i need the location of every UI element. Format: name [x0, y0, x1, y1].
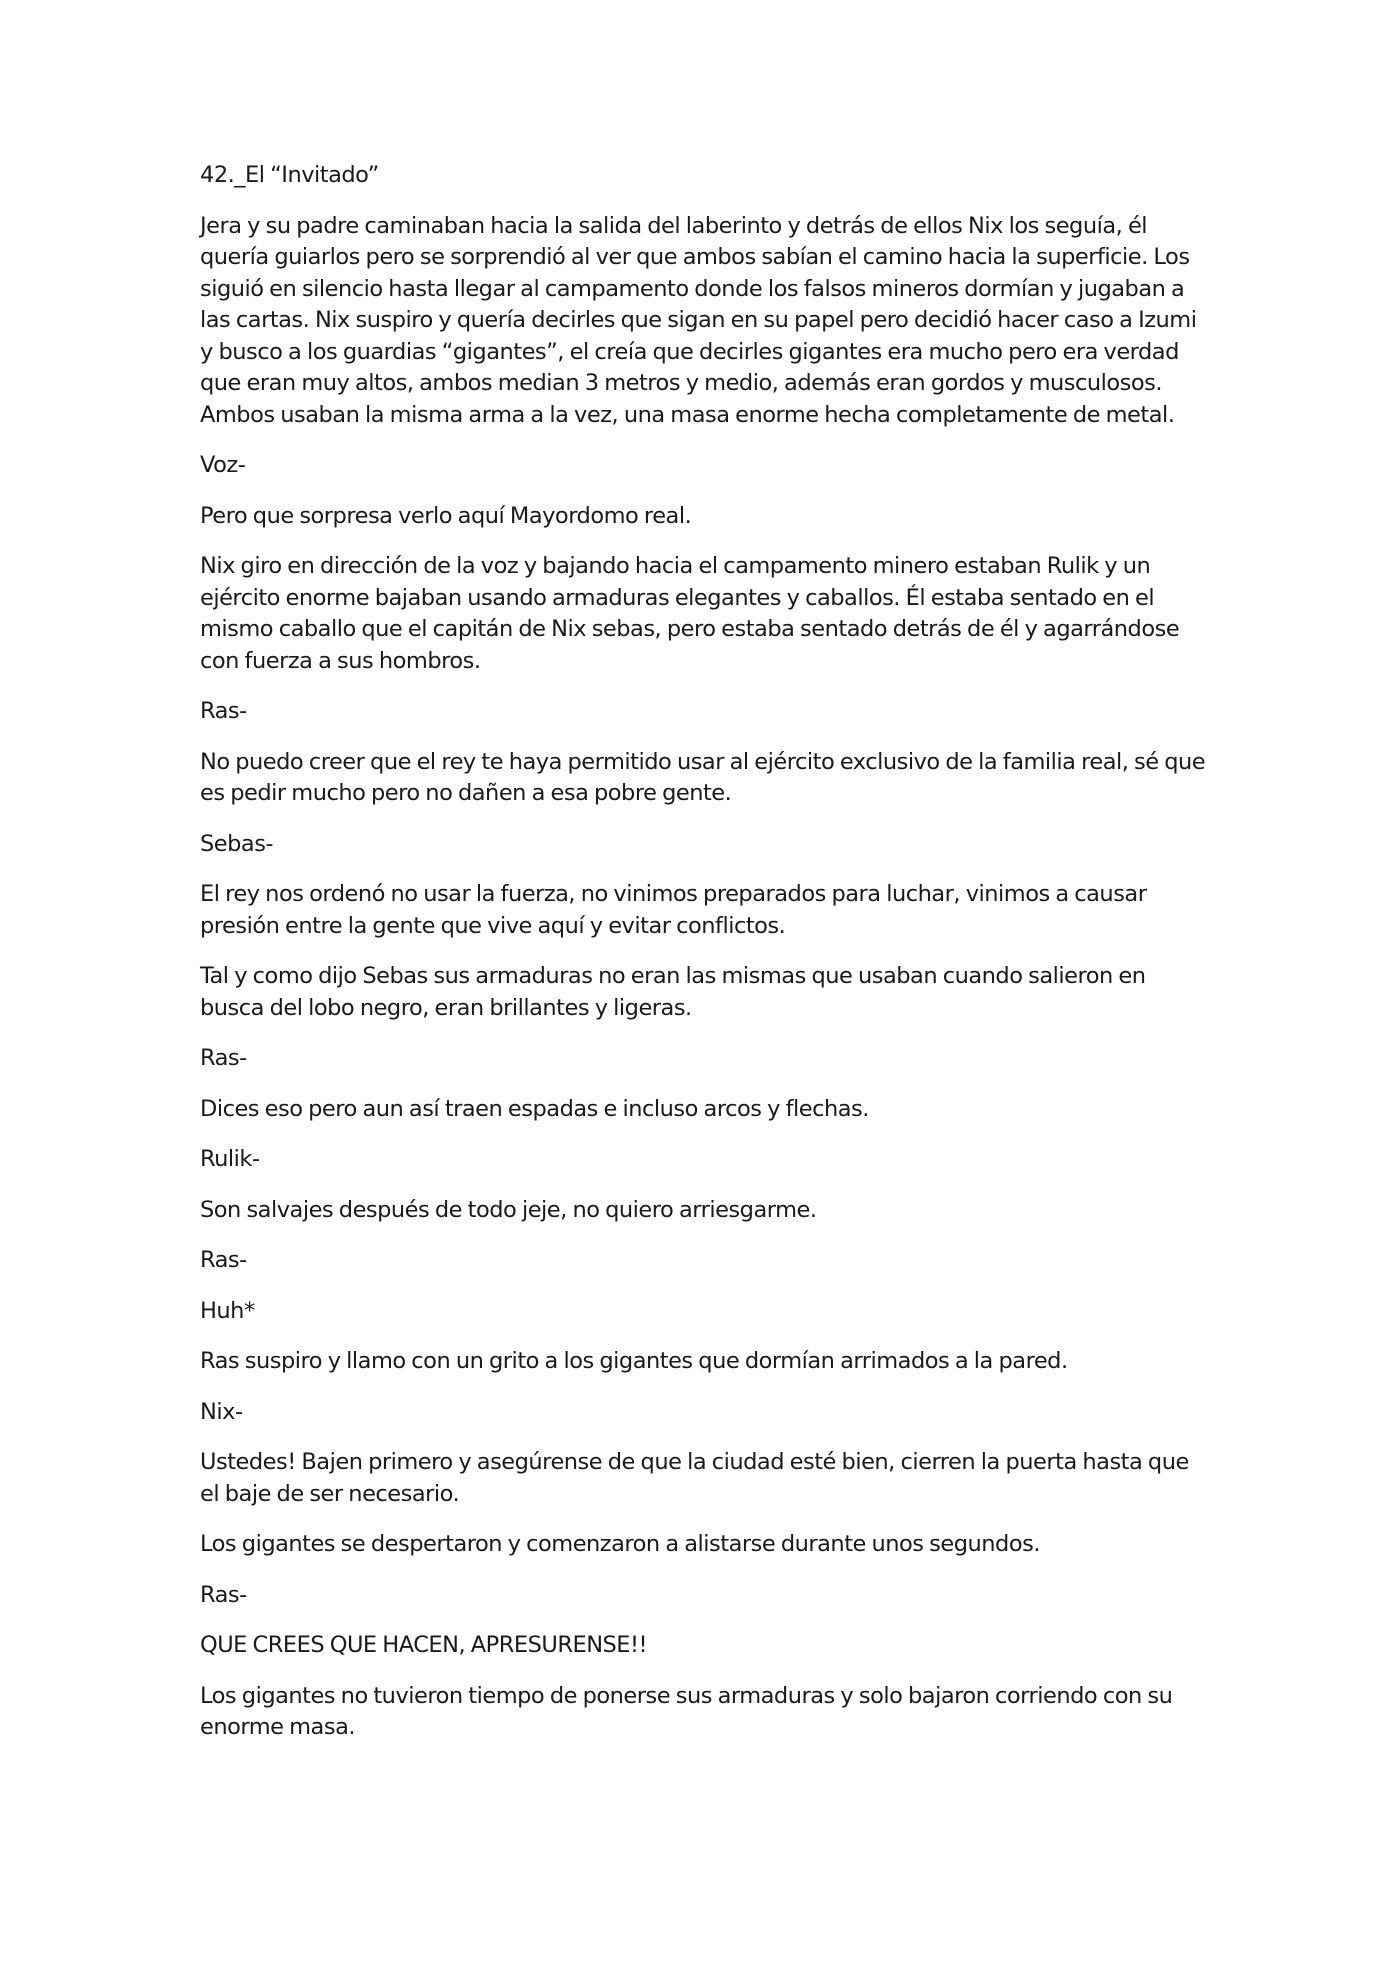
speaker-label: Nix-: [200, 1398, 243, 1425]
paragraph: Tal y como dijo Sebas sus armaduras no eran las mismas que usaban cuando salieron en busca del lobo negro, eran brillantes y ligeras.: [200, 963, 1146, 1021]
speaker-label: Sebas-: [200, 830, 274, 857]
dialogue-line: QUE CREES QUE HACEN, APRESURENSE!!: [200, 1632, 648, 1658]
speaker-label: Voz-: [200, 452, 246, 478]
chapter-title: 42._El “Invitado”: [200, 162, 379, 188]
paragraph: Ras suspiro y llamo con un grito a los gigantes que dormían arrimados a la pared.: [200, 1348, 1068, 1374]
dialogue-line: Pero que sorpresa verlo aquí Mayordomo real.: [200, 502, 692, 529]
speaker-label: Ras-: [200, 1045, 247, 1071]
speaker-label: Ras-: [200, 1581, 247, 1608]
speaker-label: Ras-: [200, 698, 247, 724]
dialogue-line: Son salvajes después de todo jeje, no quiero arriesgarme.: [200, 1196, 817, 1223]
dialogue-line: No puedo creer que el rey te haya permitido usar al ejército exclusivo de la familia real, sé que es pedir mucho pero no dañen a esa pobre gente.: [200, 748, 1206, 806]
speaker-label: Rulik-: [200, 1146, 260, 1172]
paragraph: Nix giro en dirección de la voz y bajando hacia el campamento minero estaban Rulik y un ejército enorme bajaban usando armaduras elegantes y caballos. Él estaba sentado en el mismo caballo que el capitán de Nix sebas, pero estaba sentado detrás de él y agarrándose con fuerza a sus hombros.: [200, 553, 1180, 674]
paragraph: Jera y su padre caminaban hacia la salida del laberinto y detrás de ellos Nix los seguía, él quería guiarlos pero se sorprendió al ver que ambos sabían el camino hacia la superficie. Los siguió en silencio hasta llegar al campamento donde los falsos mineros dormían y jugaban a las cartas. Nix suspiro y quería decirles que sigan en su papel pero decidió hacer caso a Izumi y busco a los guardias “gigantes”, el creía que decirles gigantes era mucho pero era verdad que eran muy altos, ambos median 3 metros y medio, además eran gordos y musculosos. Ambos usaban la misma arma a la vez, una masa enorme hecha completamente de metal.: [200, 212, 1197, 428]
paragraph: Los gigantes no tuvieron tiempo de ponerse sus armaduras y solo bajaron corriendo con su enorme masa.: [200, 1682, 1173, 1740]
speaker-label: Ras-: [200, 1247, 247, 1273]
dialogue-line: Huh*: [200, 1297, 255, 1324]
dialogue-line: El rey nos ordenó no usar la fuerza, no vinimos preparados para luchar, vinimos a causar presión entre la gente que vive aquí y evitar conflictos.: [200, 881, 1147, 939]
paragraph: Los gigantes se despertaron y comenzaron a alistarse durante unos segundos.: [200, 1531, 1040, 1557]
document-body: [200, 160, 1210, 1763]
dialogue-line: Dices eso pero aun así traen espadas e incluso arcos y flechas.: [200, 1095, 869, 1122]
dialogue-line: Ustedes! Bajen primero y asegúrense de que la ciudad esté bien, cierren la puerta hasta que el baje de ser necesario.: [200, 1449, 1189, 1507]
